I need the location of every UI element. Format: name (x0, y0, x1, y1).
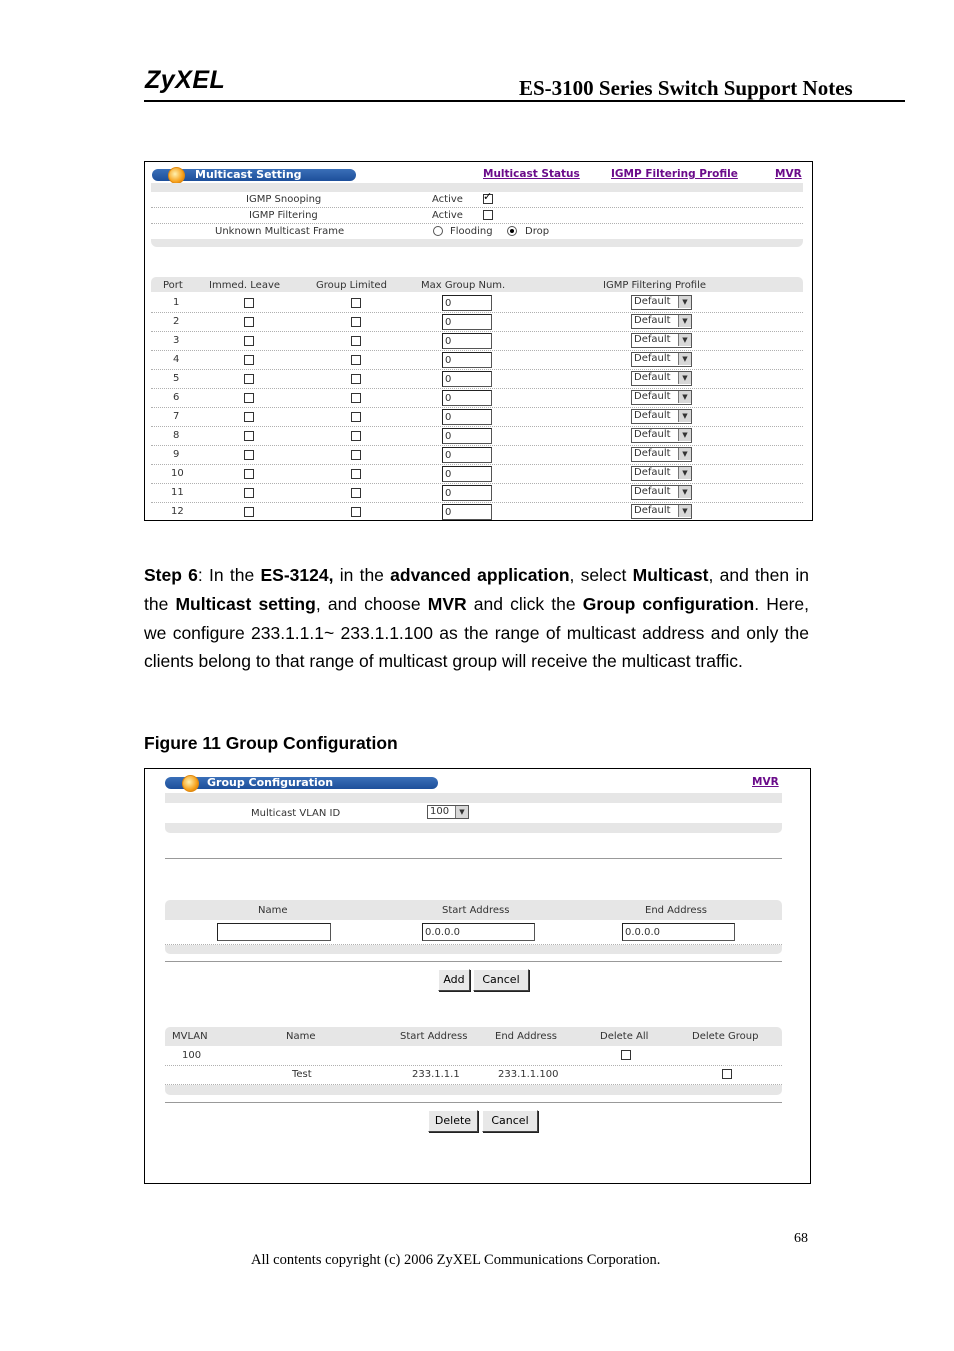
igmp-filtering-profile-select[interactable] (631, 295, 692, 310)
group-configuration-screenshot (144, 768, 811, 1184)
port-number: 6 (173, 392, 180, 403)
col-delete-all: Delete All (600, 1031, 649, 1042)
row-separator (151, 388, 803, 389)
col-end-address: End Address (645, 905, 708, 916)
cancel-button[interactable]: Cancel (482, 1110, 538, 1132)
max-group-num-input[interactable]: 0 (442, 466, 492, 482)
max-group-num-input[interactable]: 0 (442, 314, 492, 330)
menu-advanced-application: advanced application (390, 565, 570, 585)
select-value: Default (634, 391, 671, 402)
document-title: ES-3100 Series Switch Support Notes (519, 76, 853, 100)
col-start-address: Start Address (442, 905, 510, 916)
port-number: 4 (173, 354, 180, 365)
max-group-num-input[interactable]: 0 (442, 352, 492, 368)
dropdown-arrow-icon: ▼ (455, 806, 468, 818)
port-number: 8 (173, 430, 180, 441)
link-igmp-filtering-profile[interactable]: IGMP Filtering Profile (611, 168, 738, 180)
settings-bottom-band (151, 239, 803, 247)
immed-leave-checkbox[interactable] (244, 469, 254, 479)
row-separator (151, 223, 803, 224)
delete-button[interactable]: Delete (428, 1110, 478, 1132)
select-value: Default (634, 353, 671, 364)
igmp-filtering-label: IGMP Filtering (249, 210, 318, 221)
immed-leave-checkbox[interactable] (244, 317, 254, 327)
group-limited-checkbox[interactable] (351, 355, 361, 365)
flooding-radio[interactable] (433, 226, 443, 236)
divider (165, 961, 782, 962)
flooding-label: Flooding (450, 226, 493, 237)
select-value: Default (634, 486, 671, 497)
start-address-input[interactable]: 0.0.0.0 (422, 923, 535, 941)
port-number: 9 (173, 449, 180, 460)
menu-multicast: Multicast (632, 565, 709, 585)
text: and click the (466, 593, 583, 614)
copyright: All contents copyright (c) 2006 ZyXEL Communications Corporation. (251, 1252, 661, 1268)
immed-leave-checkbox[interactable] (244, 355, 254, 365)
dropdown-arrow-icon: ▼ (678, 505, 691, 517)
link-multicast-status[interactable]: Multicast Status (483, 168, 580, 180)
range-table-bottom (165, 945, 782, 954)
immed-leave-checkbox[interactable] (244, 374, 254, 384)
text: , and choose (315, 593, 428, 614)
row-separator (151, 464, 803, 465)
row-separator (151, 445, 803, 446)
select-value: Default (634, 296, 671, 307)
section-title: Group Configuration (207, 776, 334, 789)
orb-icon (182, 775, 199, 792)
group-limited-checkbox[interactable] (351, 393, 361, 403)
menu-group-configuration: Group configuration (582, 593, 755, 614)
dropdown-arrow-icon: ▼ (678, 353, 691, 365)
group-limited-checkbox[interactable] (351, 450, 361, 460)
link-mvr[interactable]: MVR (775, 168, 802, 180)
immed-leave-checkbox[interactable] (244, 488, 254, 498)
group-limited-checkbox[interactable] (351, 374, 361, 384)
group-end-address: 233.1.1.100 (498, 1069, 559, 1080)
text: in the (333, 565, 391, 585)
port-number: 7 (173, 411, 180, 422)
port-number: 11 (171, 487, 184, 498)
end-address-input[interactable]: 0.0.0.0 (622, 923, 735, 941)
group-name-value: Test (292, 1069, 312, 1080)
vlan-bottom-band (165, 823, 782, 833)
cancel-button[interactable]: Cancel (473, 969, 529, 991)
drop-label: Drop (525, 226, 550, 237)
select-value: Default (634, 334, 671, 345)
group-limited-checkbox[interactable] (351, 469, 361, 479)
port-number: 5 (173, 373, 180, 384)
page-number: 68 (794, 1231, 808, 1246)
igmp-filtering-profile-select[interactable] (631, 314, 692, 329)
row-separator (151, 207, 803, 208)
header-rule (144, 100, 905, 102)
link-mvr[interactable]: MVR (752, 776, 779, 788)
text: , select (569, 565, 633, 585)
dropdown-arrow-icon: ▼ (678, 372, 691, 384)
immed-leave-checkbox[interactable] (244, 412, 254, 422)
igmp-filtering-checkbox[interactable] (483, 210, 493, 220)
multicast-vlan-id-select[interactable] (427, 805, 469, 819)
igmp-snooping-checkbox[interactable] (483, 194, 493, 204)
dropdown-arrow-icon: ▼ (678, 296, 691, 308)
divider (165, 1102, 782, 1103)
igmp-snooping-value: Active (432, 194, 463, 205)
group-limited-checkbox[interactable] (351, 298, 361, 308)
port-number: 12 (171, 506, 184, 517)
row-separator (151, 369, 803, 370)
igmp-filtering-profile-select[interactable] (631, 504, 692, 519)
igmp-filtering-profile-select[interactable] (631, 447, 692, 462)
delete-group-checkbox[interactable] (722, 1069, 732, 1079)
select-value: 100 (430, 806, 450, 817)
col-delete-group: Delete Group (692, 1031, 759, 1042)
orb-icon (168, 167, 185, 184)
settings-top-band (151, 183, 803, 192)
dropdown-arrow-icon: ▼ (678, 429, 691, 441)
max-group-num-input[interactable]: 0 (442, 390, 492, 406)
col-port: Port (163, 280, 183, 291)
menu-mvr: MVR (427, 593, 467, 614)
col-start-address: Start Address (400, 1031, 468, 1042)
col-mvlan: MVLAN (172, 1031, 208, 1042)
delete-all-checkbox[interactable] (621, 1050, 631, 1060)
group-table-header (165, 1027, 782, 1046)
igmp-filtering-profile-select[interactable] (631, 371, 692, 386)
immed-leave-checkbox[interactable] (244, 507, 254, 517)
select-value: Default (634, 505, 671, 516)
port-number: 1 (173, 297, 180, 308)
select-value: Default (634, 372, 671, 383)
igmp-snooping-label: IGMP Snooping (246, 194, 322, 205)
step-label: Step 6 (144, 565, 198, 585)
port-number: 3 (173, 335, 180, 346)
select-value: Default (634, 410, 671, 421)
col-immed-leave: Immed. Leave (209, 280, 281, 291)
max-group-num-input[interactable]: 0 (442, 371, 492, 387)
group-limited-checkbox[interactable] (351, 336, 361, 346)
immed-leave-checkbox[interactable] (244, 450, 254, 460)
text: : In the (197, 565, 261, 585)
section-title: Multicast Setting (195, 168, 302, 181)
immed-leave-checkbox[interactable] (244, 336, 254, 346)
igmp-filtering-profile-select[interactable] (631, 428, 692, 443)
col-igmp-filtering-profile: IGMP Filtering Profile (603, 280, 707, 291)
select-value: Default (634, 467, 671, 478)
model-name: ES-3124, (260, 565, 334, 585)
row-separator (151, 502, 803, 503)
group-limited-checkbox[interactable] (351, 488, 361, 498)
immed-leave-checkbox[interactable] (244, 298, 254, 308)
max-group-num-input[interactable]: 0 (442, 295, 492, 311)
group-limited-checkbox[interactable] (351, 317, 361, 327)
dropdown-arrow-icon: ▼ (678, 486, 691, 498)
max-group-num-input[interactable]: 0 (442, 485, 492, 501)
multicast-vlan-id-label: Multicast VLAN ID (251, 808, 341, 819)
select-value: Default (634, 429, 671, 440)
step-paragraph (144, 561, 809, 676)
igmp-filtering-profile-select[interactable] (631, 333, 692, 348)
igmp-filtering-value: Active (432, 210, 463, 221)
group-start-address: 233.1.1.1 (412, 1069, 460, 1080)
col-group-limited: Group Limited (316, 280, 387, 291)
col-end-address: End Address (495, 1031, 558, 1042)
col-max-group-num: Max Group Num. (421, 280, 506, 291)
row-separator (151, 312, 803, 313)
row-separator (151, 483, 803, 484)
group-limited-checkbox[interactable] (351, 431, 361, 441)
igmp-filtering-profile-select[interactable] (631, 390, 692, 405)
select-value: Default (634, 448, 671, 459)
row-separator (151, 350, 803, 351)
row-separator (165, 1065, 782, 1066)
group-limited-checkbox[interactable] (351, 412, 361, 422)
group-limited-checkbox[interactable] (351, 507, 361, 517)
max-group-num-input[interactable]: 0 (442, 428, 492, 444)
text: , and then in the (144, 565, 809, 614)
immed-leave-checkbox[interactable] (244, 431, 254, 441)
group-table-bottom (165, 1085, 782, 1095)
dropdown-arrow-icon: ▼ (678, 315, 691, 327)
vlan-top-band (165, 793, 782, 803)
row-separator (151, 407, 803, 408)
dropdown-arrow-icon: ▼ (678, 410, 691, 422)
drop-radio[interactable] (507, 226, 517, 236)
dropdown-arrow-icon: ▼ (678, 467, 691, 479)
port-number: 2 (173, 316, 180, 327)
select-value: Default (634, 315, 671, 326)
add-button[interactable]: Add (438, 969, 470, 991)
max-group-num-input[interactable]: 0 (442, 447, 492, 463)
max-group-num-input[interactable]: 0 (442, 409, 492, 425)
dropdown-arrow-icon: ▼ (678, 448, 691, 460)
dropdown-arrow-icon: ▼ (678, 391, 691, 403)
divider (165, 858, 782, 859)
port-number: 10 (171, 468, 184, 479)
col-name: Name (286, 1031, 316, 1042)
immed-leave-checkbox[interactable] (244, 393, 254, 403)
max-group-num-input[interactable]: 0 (442, 333, 492, 349)
igmp-filtering-profile-select[interactable] (631, 466, 692, 481)
multicast-setting-screenshot (144, 161, 813, 521)
igmp-filtering-profile-select[interactable] (631, 409, 692, 424)
zyxel-logo: ZyXEL (145, 66, 226, 94)
igmp-filtering-profile-select[interactable] (631, 352, 692, 367)
col-name: Name (258, 905, 288, 916)
figure-caption: Figure 11 Group Configuration (144, 733, 398, 753)
row-separator (151, 426, 803, 427)
mvlan-value: 100 (182, 1050, 202, 1061)
name-input[interactable] (217, 923, 331, 941)
unknown-multicast-frame-label: Unknown Multicast Frame (215, 226, 345, 237)
menu-multicast-setting: Multicast setting (175, 593, 316, 614)
row-separator (151, 331, 803, 332)
dropdown-arrow-icon: ▼ (678, 334, 691, 346)
igmp-filtering-profile-select[interactable] (631, 485, 692, 500)
text: . Here, we configure 233.1.1.1~ 233.1.1.100 as the range of multicast address and only the clients belong to that range of multicast group will receive the multicast traffic. (144, 593, 809, 672)
max-group-num-input[interactable]: 0 (442, 504, 492, 520)
